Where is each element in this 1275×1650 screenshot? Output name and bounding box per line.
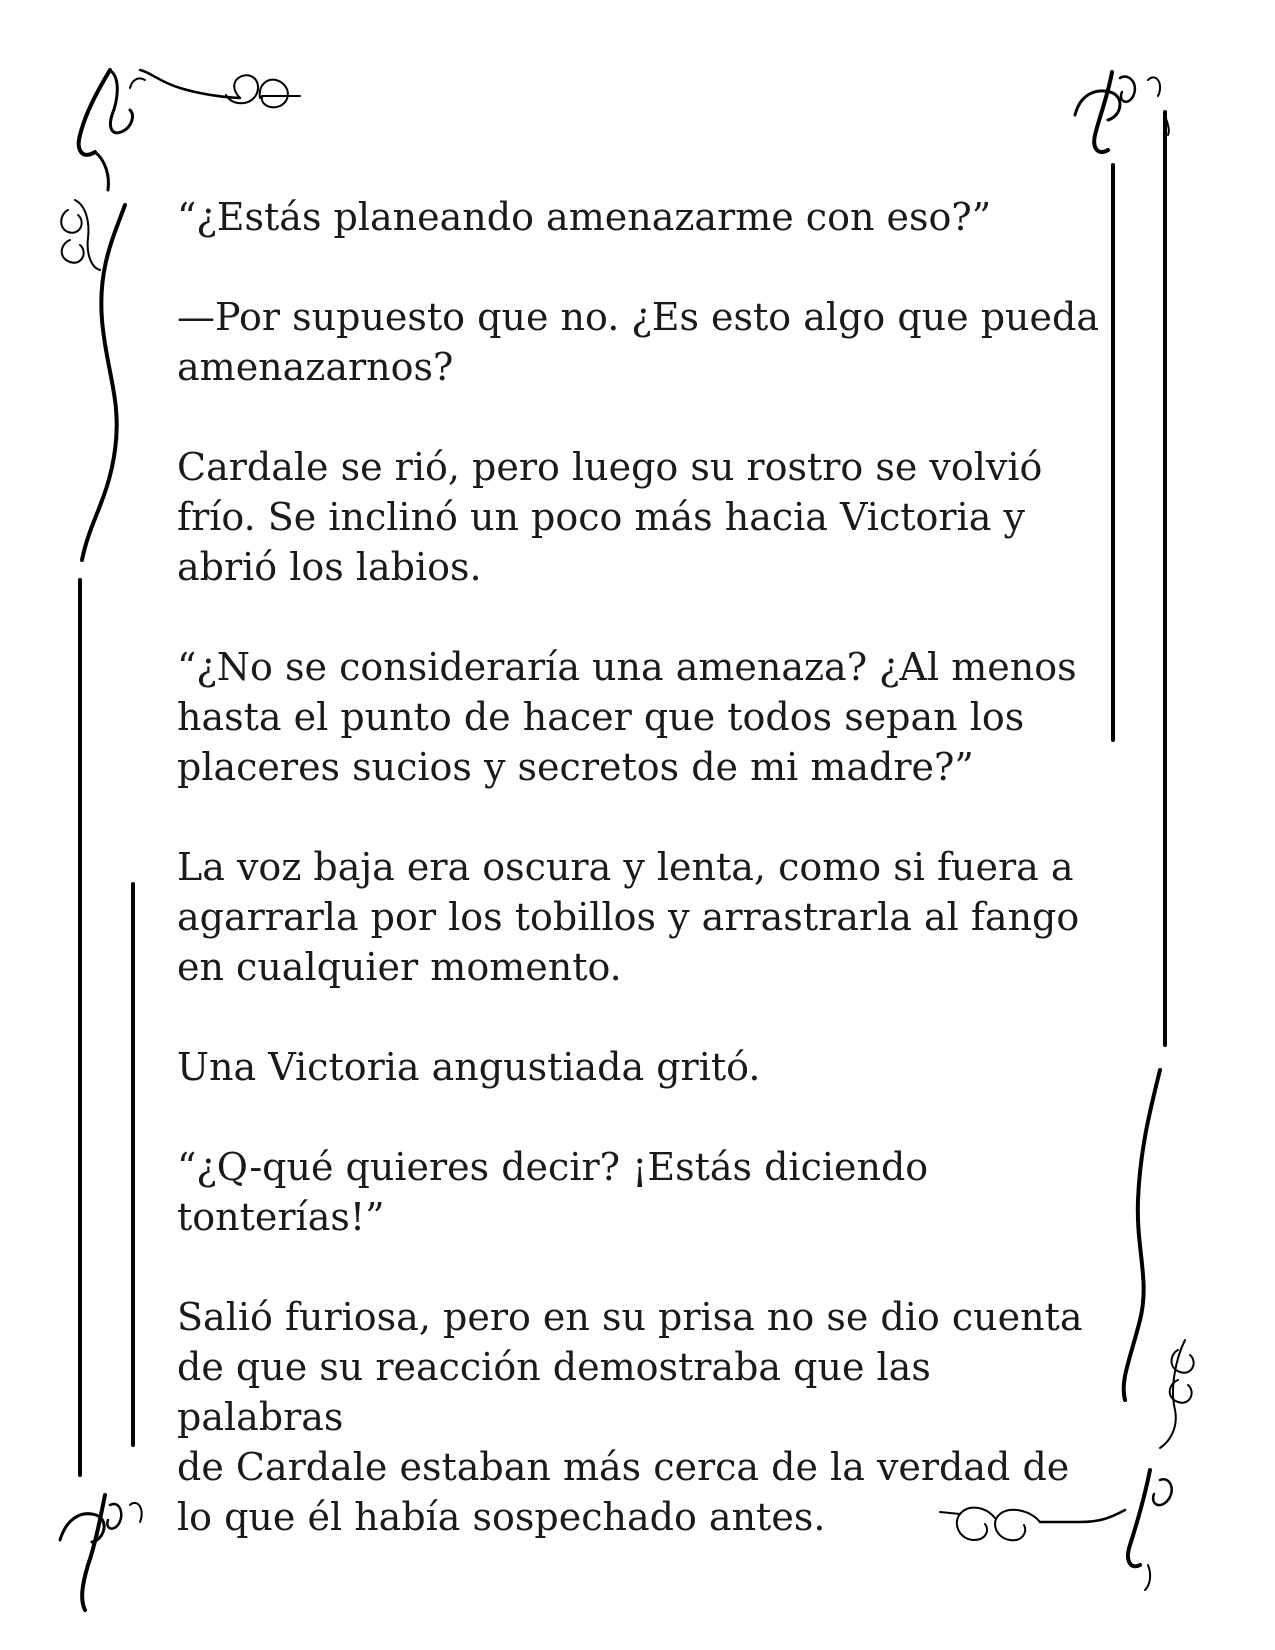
bottom-left-flourish-ornament: [60, 1495, 142, 1610]
paragraph-3: Cardale se rió, pero luego su rostro se volvió frío. Se inclinó un poco más hacia Victoria y abrió los labios.: [177, 445, 1043, 589]
paragraph-1: “¿Estás planeando amenazarme con eso?”: [177, 195, 992, 239]
paragraph-6: Una Victoria angustiada gritó.: [177, 1045, 761, 1089]
story-text-column: [177, 192, 1107, 1542]
paragraph-8: Salió furiosa, pero en su prisa no se dio cuenta de que su reacción demostraba que las palabras de Cardale estaban más cerca de la verdad de lo que él había sospechado antes.: [177, 1295, 1083, 1539]
paragraph-7: “¿Q-qué quieres decir? ¡Estás diciendo tonterías!”: [177, 1145, 929, 1239]
paragraph-5: La voz baja era oscura y lenta, como si fuera a agarrarla por los tobillos y arrastrarla al fango en cualquier momento.: [177, 845, 1080, 989]
paragraph-2: —Por supuesto que no. ¿Es esto algo que pueda amenazarnos?: [177, 295, 1099, 389]
paragraph-4: “¿No se consideraría una amenaza? ¿Al menos hasta el punto de hacer que todos sepan los placeres sucios y secretos de mi madre?”: [177, 645, 1077, 789]
top-right-flourish-ornament: [1075, 72, 1169, 152]
